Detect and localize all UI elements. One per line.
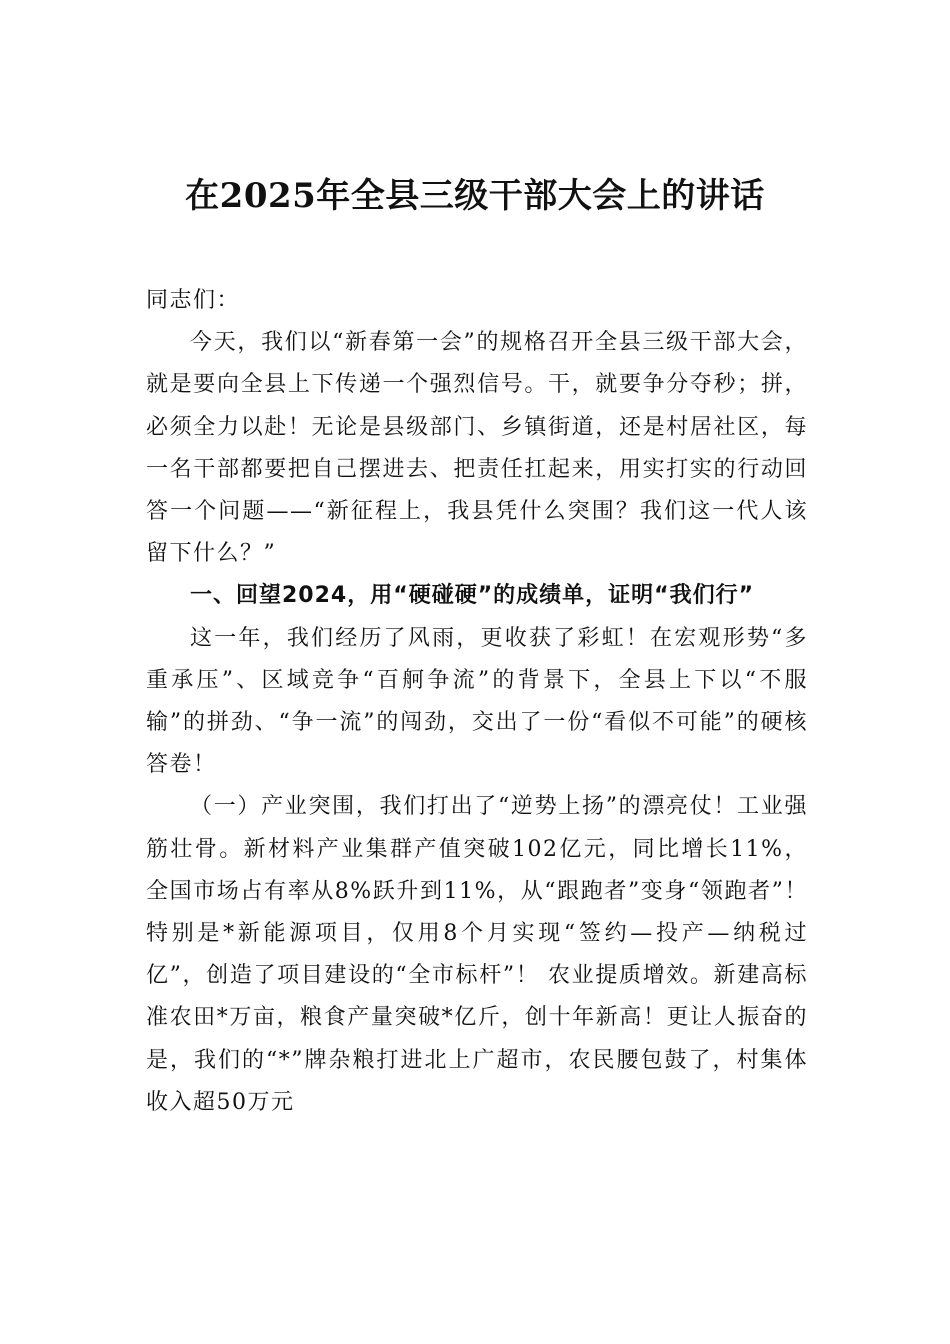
salutation: 同志们：: [146, 288, 241, 313]
paragraph-section1-intro: 这一年，我们经历了风雨，更收获了彩虹！在宏观形势“多重承压”、区域竞争“百舸争流”的背景下，全县上下以“不服输”的拼劲、“争一流”的闯劲，交出了一份“看似不可能”的硬核答卷！: [146, 625, 808, 778]
document-title: 在2025年全县三级干部大会上的讲话: [185, 176, 765, 216]
paragraph-opening: 今天，我们以“新春第一会”的规格召开全县三级干部大会，就是要向全县上下传递一个强烈信号。干，就要争分夺秒；拼，必须全力以赴！无论是县级部门、乡镇街道，还是村居社区，每一名干部都要把自己摆进去、把责任扛起来，用实打实的行动回答一个问题——“新征程上，我县凭什么突围？我们这一代人该留下什么？”: [146, 330, 808, 567]
document-body: [146, 280, 808, 1124]
paragraph-subsection-1: [146, 786, 808, 1124]
subsection-text-1: 工业强筋壮骨。新材料产业集群产值突破102亿元，同比增长11%，全国市场占有率从8%跃升到11%，从“跟跑者”变身“领跑者”！特别是*新能源项目，仅用8个月实现“签约—投产—纳税过亿”，创造了项目建设的“全市标杆”！ 农业提质增效。新建高标准农田*万亩，粮食产量突破*亿斤，创十年新高！更让人振奋的是，我们的“*”牌杂粮打进北上广超市，农民腰包鼓了，村集体收入超50万元: [146, 794, 808, 1115]
section-heading-1: 一、回望2024，用“硬碰硬”的成绩单，证明“我们行”: [190, 583, 755, 609]
subsection-heading-1: （一）产业突围，我们打出了“逆势上扬”的漂亮仗！: [190, 794, 738, 820]
